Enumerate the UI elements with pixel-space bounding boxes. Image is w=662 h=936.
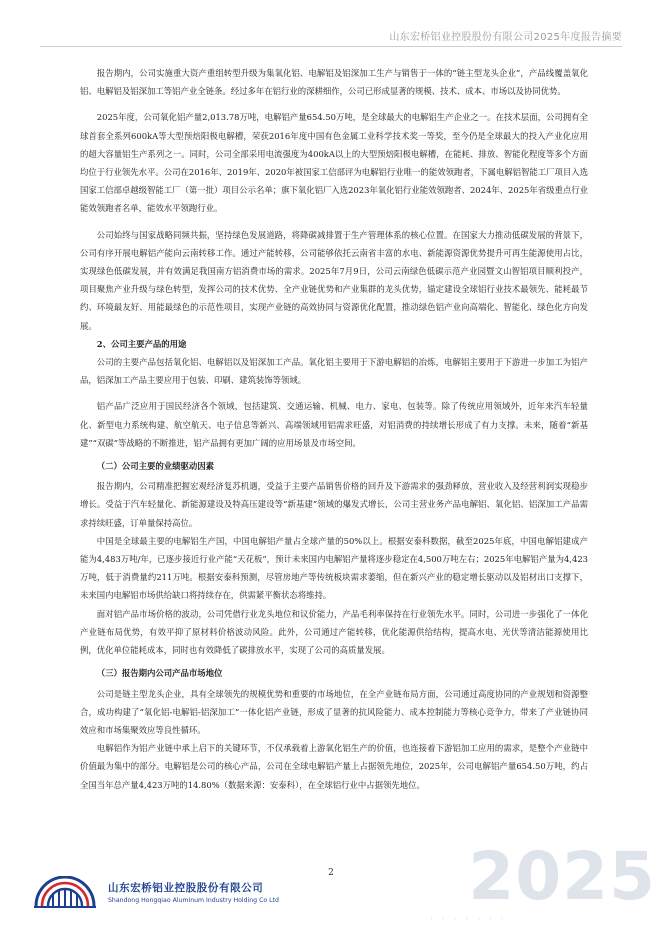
year-watermark: 2025 <box>468 838 656 915</box>
paragraph: 报告期内，公司精准把握宏观经济复苏机遇，受益于主要产品销售价格的回升及下游需求的强劲释放，营业收入及经营利润实现稳步增长。受益于汽车轻量化、新能源建设及特高压建设等“新基建”领域的爆发式增长，公司主营业务产品电解铝、氧化铝、铝深加工产品需求持续旺盛，订单量保持高位。 <box>80 481 588 528</box>
report-header-title: 山东宏桥铝业控股股份有限公司2025年度报告摘要 <box>389 32 622 43</box>
company-logo-icon <box>30 876 100 910</box>
paragraph: 报告期内，公司实施重大资产重组转型升级为集氧化铝、电解铝及铝深加工生产与销售于一体的“链主型龙头企业”，产品线覆盖氧化铝、电解铝及铝深加工等铝产业全链条。经过多年在铝行业的深耕细作，公司已形成显著的规模、技术、成本、市场以及协同优势。 <box>80 68 588 97</box>
paragraph: 公司是链主型龙头企业，具有全球领先的规模优势和重要的市场地位，在全产业链布局方面，公司通过高度协同的产业规划和资源整合，成功构建了“氧化铝-电解铝-铝深加工”一体化铝产业链，形成了显著的抗风险能力、成本控制能力等核心竞争力，带来了产业链协同效应和市场集聚效应等良性循环。 <box>80 688 588 735</box>
paragraph: 电解铝作为铝产业链中承上启下的关键环节，不仅承载着上游氧化铝生产的价值，也连接着下游铝加工应用的需求，是整个产业链中价值最为集中的部分。电解铝是公司的核心产品，公司在全球电解铝产量上占据领先地位，2025年，公司电解铝产量654.50万吨，约占全国当年总产量4,423万吨的14.80%（数据来源：安泰科），在全球铝行业中占据领先地位。 <box>80 743 588 790</box>
paragraph: 面对铝产品市场价格的波动，公司凭借行业龙头地位和议价能力，产品毛利率保持在行业领先水平。同时，公司进一步强化了一体化产业链布局优势，有效平抑了原材料价格波动风险。此外，公司通过产能转移，优化能源供给结构，提高水电、光伏等清洁能源使用比例，优化单位能耗成本，同时也有效降低了碳排放水平，实现了公司的高质量发展。 <box>80 608 588 656</box>
paragraph: 公司始终与国家战略同频共振，坚持绿色发展道路，将降碳减排置于生产管理体系的核心位置。在国家大力推动低碳发展的背景下，公司有序开展电解铝产能向云南转移工作。通过产能转移，公司能够依托云南省丰富的水电、新能源资源优势提升可再生能源使用占比，实现绿色低碳发展，并有效满足我国南方铝消费市场的需求。2025年7月9日，公司云南绿色低碳示范产业园暨文山智铝项目顺利投产，项目聚焦产业升级与绿色转型，发挥公司的技术优势、全产业链优势和产业集群的龙头优势，锚定建设全球铝行业技术最领先、能耗最节约、环境最友好、用能最绿色的示范性项目，实现产业链的高效协同与资源优化配置，推动绿色铝产业向高端化、智能化、绿色化方向发展。 <box>80 229 588 331</box>
report-body <box>80 64 588 794</box>
company-name-en: Shandong Hongqiao Aluminum Industry Holding Co Ltd <box>108 897 279 904</box>
company-name-cn: 山东宏桥铝业控股股份有限公司 <box>108 882 264 894</box>
header-divider <box>40 46 622 47</box>
footer-company <box>108 880 279 904</box>
decorative-arrows: › › › › › › › <box>430 914 507 923</box>
subsection-heading-product-usage: 2、公司主要产品的用途 <box>96 338 187 349</box>
page-number: 2 <box>328 868 334 878</box>
section-heading-performance-drivers: （二）公司主要的业绩驱动因素 <box>96 461 215 472</box>
section-heading-market-position: （三）报告期内公司产品市场地位 <box>96 668 223 679</box>
paragraph: 2025年度，公司氧化铝产量2,013.78万吨，电解铝产量654.50万吨，是全球最大的电解铝生产企业之一。在技术层面，公司拥有全球首套全系列600kA等大型预焙阳极电解槽，荣获2016年度中国有色金属工业科学技术奖一等奖，至今仍是全球最大的投入产业化应用的超大容量铝生产系列之一。同时，公司全部采用电流强度为400kA以上的大型预焙阳极电解槽，在能耗、排放、智能化程度等多个方面均位于行业领先水平。公司在2016年、2019年、2020年被国家工信部评为电解铝行业唯一的能效领跑者，下属电解铝智能工厂项目入选国家工信部卓越级智能工厂（第一批）项目公示名单；旗下氧化铝厂入选2023年氧化铝行业能效领跑者、2024年、2025年省级重点行业能效领跑者名单，能效水平领跑行业。 <box>80 112 588 214</box>
paragraph: 公司的主要产品包括氧化铝、电解铝以及铝深加工产品。氧化铝主要用于下游电解铝的冶炼，电解铝主要用于下游进一步加工为铝产品，铝深加工产品主要应用于包装、印刷、建筑装饰等领域。 <box>80 357 588 386</box>
paragraph: 铝产品广泛应用于国民经济各个领域，包括建筑、交通运输、机械、电力、家电、包装等。除了传统应用领域外，近年来汽车轻量化、新型电力系统构建、航空航天、电子信息等新兴、高端领域用铝需求旺盛，对铝消费的持续增长形成了有力支撑。未来，随着“新基建”“双碳”等战略的不断推进，铝产品拥有更加广阔的应用场景及市场空间。 <box>80 401 588 448</box>
paragraph: 中国是全球最主要的电解铝生产国，中国电解铝产量占全球产量的50%以上。根据安泰科数据，截至2025年底，中国电解铝建成产能为4,483万吨/年，已逐步接近行业产能“天花板”，预计未来国内电解铝产量将逐步稳定在4,500万吨左右；2025年电解铝产量为4,423万吨，低于消费量约211万吨。根据安泰科预测，尽管房地产等传统板块需求萎缩，但在新兴产业的稳定增长驱动以及铝材出口支撑下，未来国内电解铝市场供给缺口将持续存在，供需紧平衡状态将维持。 <box>80 535 588 601</box>
